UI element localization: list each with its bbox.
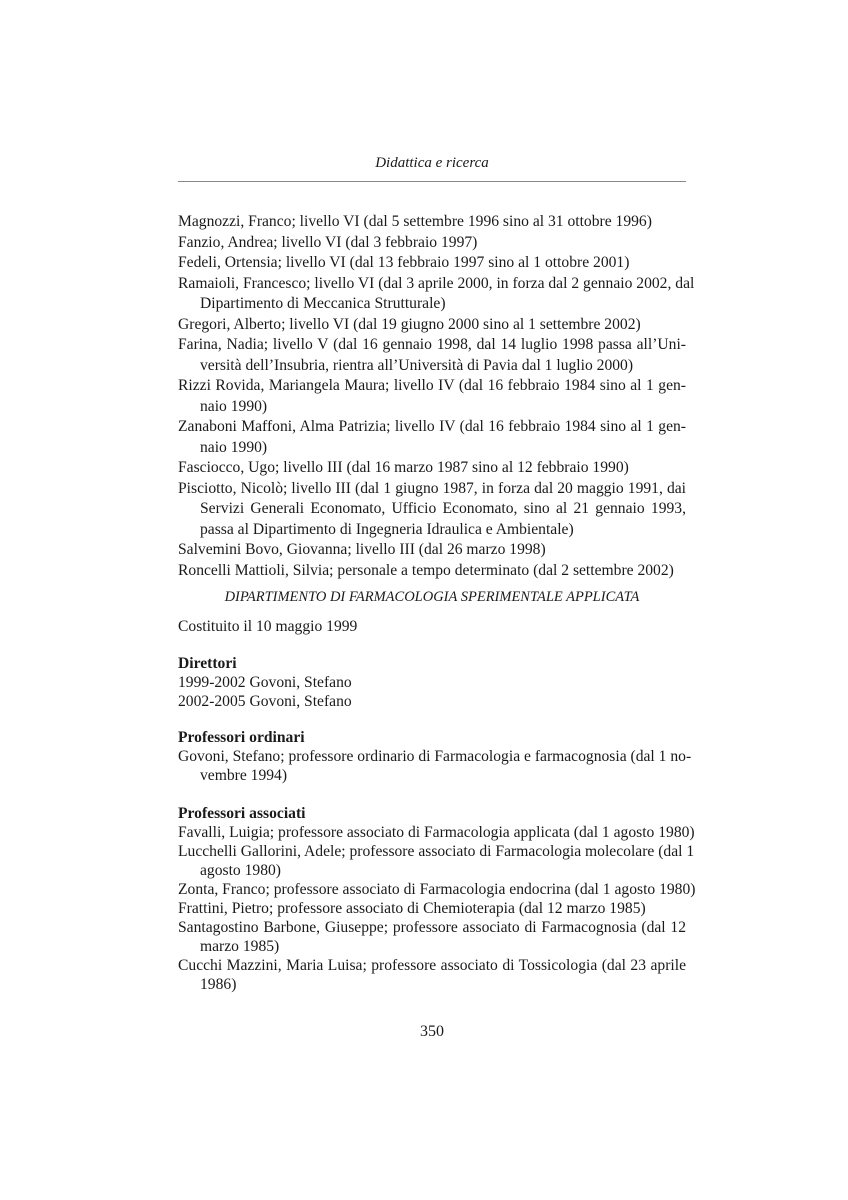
entry-line: Frattini, Pietro; professore associato di Chemioterapia (dal 12 marzo 1985)	[178, 900, 646, 917]
list-item	[178, 747, 692, 785]
entry-line: Govoni, Stefano; professore ordinario di Farmacologia e farmacognosia (dal 1 no-	[178, 748, 692, 765]
list-item	[178, 274, 695, 315]
list-item	[178, 823, 695, 842]
entry-line: Fedeli, Ortensia; livello VI (dal 13 febbraio 1997 sino al 1 ottobre 2001)	[178, 254, 630, 271]
entry-line: Santagostino Barbone, Giuseppe; professore associato di Farmacognosia (dal 12	[178, 919, 686, 936]
entry-continuation-line: naio 1990)	[200, 438, 268, 456]
entry-line: Lucchelli Gallorini, Adele; professore associato di Farmacologia molecolare (dal 1	[178, 843, 695, 860]
entry-continuation-line: marzo 1985)	[200, 938, 280, 955]
entry-continuation-line: vembre 1994)	[200, 767, 288, 784]
list-item	[178, 212, 686, 233]
founded-date: Costituito il 10 maggio 1999	[178, 618, 358, 635]
list-item	[178, 899, 686, 918]
entry-line: Gregori, Alberto; livello VI (dal 19 giugno 2000 sino al 1 settembre 2002)	[178, 315, 641, 333]
staff-list	[178, 212, 695, 581]
list-item	[178, 233, 686, 254]
entry-line: Roncelli Mattioli, Silvia; personale a tempo determinato (dal 2 settembre 2002)	[178, 561, 674, 579]
entry-continuation-line: versità dell’Insubria, rientra all’Università di Pavia dal 1 luglio 2000)	[200, 356, 634, 374]
entry-line: Farina, Nadia; livello V (dal 16 gennaio 1998, dal 14 luglio 1998 passa all’Uni-	[178, 336, 686, 353]
entry-continuation-line: passa al Dipartimento di Ingegneria Idraulica e Ambientale)	[200, 520, 574, 538]
list-item	[178, 692, 686, 711]
department-title: DIPARTIMENTO DI FARMACOLOGIA SPERIMENTALE APPLICATA	[224, 589, 640, 605]
list-item	[178, 376, 686, 417]
entry-continuation-line: Dipartimento di Meccanica Strutturale)	[200, 295, 446, 312]
list-item	[178, 458, 686, 479]
list-item	[178, 417, 686, 458]
entry-line: Cucchi Mazzini, Maria Luisa; professore associato di Tossicologia (dal 23 aprile	[178, 957, 686, 974]
section-heading: Direttori	[178, 655, 237, 672]
entry-continuation-line: naio 1990)	[200, 397, 268, 415]
section-professori-associati	[178, 804, 696, 994]
list-item	[178, 956, 686, 994]
list-item	[178, 479, 686, 541]
list-item	[178, 253, 686, 274]
list-item	[178, 880, 696, 899]
entry-line: Fanzio, Andrea; livello VI (dal 3 febbraio 1997)	[178, 233, 478, 251]
entry-line: Ramaioli, Francesco; livello VI (dal 3 aprile 2000, in forza dal 2 gennaio 2002, dal	[178, 274, 695, 292]
list-item	[178, 842, 695, 880]
section-heading: Professori ordinari	[178, 729, 305, 746]
list-item	[178, 335, 686, 376]
section-professori-ordinari	[178, 728, 692, 785]
section-heading: Professori associati	[178, 805, 306, 822]
entry-line: Zonta, Franco; professore associato di Farmacologia endocrina (dal 1 agosto 1980)	[178, 881, 696, 898]
section-direttori	[178, 654, 686, 711]
entry-line: 2002-2005 Govoni, Stefano	[178, 693, 352, 710]
entry-line: 1999-2002 Govoni, Stefano	[178, 674, 352, 691]
entry-line: Rizzi Rovida, Mariangela Maura; livello IV (dal 16 febbraio 1984 sino al 1 gen-	[178, 377, 686, 394]
list-item	[178, 673, 686, 692]
list-item	[178, 918, 686, 956]
running-head: Didattica e ricerca	[375, 155, 489, 171]
entry-line: Favalli, Luigia; professore associato di Farmacologia applicata (dal 1 agosto 1980)	[178, 824, 695, 841]
entry-line: Zanaboni Maffoni, Alma Patrizia; livello IV (dal 16 febbraio 1984 sino al 1 gen-	[178, 418, 686, 435]
list-item	[178, 561, 686, 582]
entry-continuation-line: Servizi Generali Economato, Ufficio Economato, sino al 21 gennaio 1993,	[200, 500, 686, 517]
entry-line: Salvemini Bovo, Giovanna; livello III (dal 26 marzo 1998)	[178, 541, 546, 558]
entry-continuation-line: 1986)	[200, 976, 237, 993]
entry-line: Pisciotto, Nicolò; livello III (dal 1 giugno 1987, in forza dal 20 maggio 1991, dai	[178, 479, 686, 497]
list-item	[178, 540, 686, 561]
header-rule	[178, 181, 686, 182]
entry-line: Fasciocco, Ugo; livello III (dal 16 marzo 1987 sino al 12 febbraio 1990)	[178, 459, 629, 476]
page-number: 350	[420, 1023, 444, 1040]
entry-line: Magnozzi, Franco; livello VI (dal 5 settembre 1996 sino al 31 ottobre 1996)	[178, 213, 652, 230]
list-item	[178, 315, 686, 336]
entry-continuation-line: agosto 1980)	[200, 862, 281, 879]
